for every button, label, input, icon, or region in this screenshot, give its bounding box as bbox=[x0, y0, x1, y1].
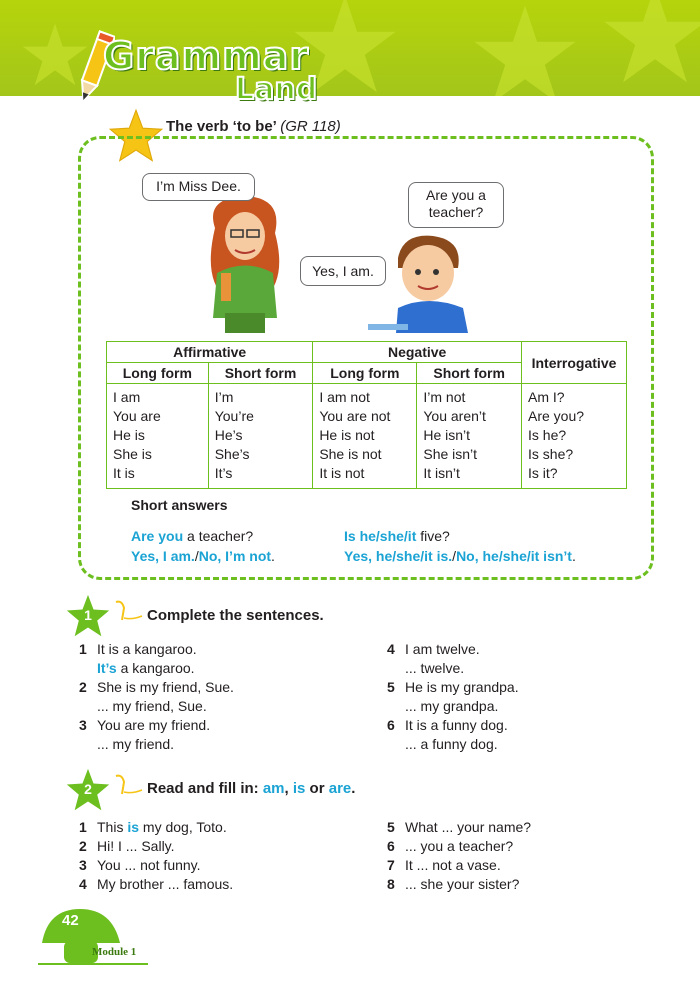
cell-negative-long bbox=[313, 384, 417, 489]
item-number: 7 bbox=[387, 857, 395, 873]
section-title bbox=[166, 118, 341, 135]
plain-text: five? bbox=[416, 528, 450, 544]
writing-hand-icon bbox=[112, 598, 146, 624]
table-text: Are you? bbox=[528, 408, 585, 424]
item-text: ... she your sister? bbox=[405, 876, 520, 892]
table-text: She is bbox=[113, 446, 152, 462]
cell-negative-short bbox=[417, 384, 522, 489]
plain-text: / bbox=[194, 548, 199, 564]
exercise-item bbox=[387, 875, 519, 894]
section-title-text: The verb ‘to be’ bbox=[166, 118, 277, 135]
short-answers-title: Short answers bbox=[131, 497, 228, 513]
exercise-number: 1 bbox=[84, 607, 92, 623]
exercise-item bbox=[79, 818, 227, 837]
exercise-heading: Complete the sentences. bbox=[147, 607, 324, 624]
table-text: She’s bbox=[214, 446, 250, 462]
header-interrogative: Interrogative bbox=[522, 342, 627, 384]
table-text: It is bbox=[113, 465, 135, 481]
option-are: are bbox=[328, 780, 352, 797]
item-number: 4 bbox=[387, 641, 395, 657]
item-text: It ... not a vase. bbox=[405, 857, 501, 873]
exercise-item bbox=[79, 875, 233, 894]
table-text: I am bbox=[113, 389, 141, 405]
bubble-line: teacher? bbox=[428, 204, 484, 220]
highlight-text: Are you bbox=[131, 528, 184, 544]
exercise-item bbox=[387, 856, 501, 875]
item-number: 5 bbox=[387, 679, 395, 695]
table-text: It isn’t bbox=[423, 465, 460, 481]
item-number: 8 bbox=[387, 876, 395, 892]
item-text: What ... your name? bbox=[405, 819, 532, 835]
table-text: He is bbox=[113, 427, 145, 443]
item-text: a kangaroo. bbox=[116, 660, 195, 676]
table-text: I am not bbox=[319, 389, 370, 405]
speech-bubble-boy-question bbox=[408, 182, 504, 228]
item-blank: ... my grandpa. bbox=[405, 698, 499, 714]
table-text: Am I? bbox=[528, 389, 565, 405]
heading-text: Read and fill in: bbox=[147, 780, 263, 797]
verb-to-be-table bbox=[106, 341, 627, 489]
background-star-icon bbox=[470, 0, 580, 96]
table-text: It is not bbox=[319, 465, 365, 481]
short-answer-question-1 bbox=[131, 528, 253, 544]
item-blank: ... my friend, Sue. bbox=[97, 698, 207, 714]
plain-text: . bbox=[571, 548, 576, 564]
table-text: He is not bbox=[319, 427, 375, 443]
item-text: This bbox=[97, 819, 128, 835]
item-number: 3 bbox=[79, 717, 87, 733]
header-long-form: Long form bbox=[313, 363, 417, 384]
table-text: It’s bbox=[214, 465, 233, 481]
exercise-item bbox=[387, 837, 513, 856]
item-text: It is a kangaroo. bbox=[97, 641, 197, 657]
table-text: You aren’t bbox=[423, 408, 486, 424]
exercise-item bbox=[79, 640, 197, 678]
item-text: It is a funny dog. bbox=[405, 717, 508, 733]
header-short-form: Short form bbox=[417, 363, 522, 384]
table-text: I’m bbox=[214, 389, 234, 405]
header-short-form: Short form bbox=[208, 363, 313, 384]
module-label: Module 1 bbox=[92, 946, 137, 958]
short-answer-reply-2 bbox=[344, 548, 576, 564]
item-number: 6 bbox=[387, 717, 395, 733]
cell-affirmative-short bbox=[208, 384, 313, 489]
table-text: He’s bbox=[214, 427, 243, 443]
exercise-item bbox=[387, 640, 480, 678]
item-number: 4 bbox=[79, 876, 87, 892]
table-text: Is she? bbox=[528, 446, 574, 462]
highlight-text: Yes, he/she/it is. bbox=[344, 548, 453, 564]
background-star-icon bbox=[600, 0, 700, 90]
exercise-number: 2 bbox=[84, 781, 92, 797]
table-text: I’m not bbox=[423, 389, 466, 405]
highlight-text: No, he/she/it isn’t bbox=[456, 548, 572, 564]
table-text: You are bbox=[113, 408, 161, 424]
cell-affirmative-long bbox=[107, 384, 209, 489]
page-number: 42 bbox=[62, 912, 79, 929]
short-answer-question-2 bbox=[344, 528, 450, 544]
exercise-item bbox=[387, 818, 531, 837]
item-number: 6 bbox=[387, 838, 395, 854]
grammar-reference: (GR 118) bbox=[280, 118, 341, 135]
heading-text: . bbox=[351, 780, 356, 797]
table-text: She is not bbox=[319, 446, 382, 462]
option-am: am bbox=[262, 780, 285, 797]
exercise-heading bbox=[147, 780, 355, 797]
item-text: You are my friend. bbox=[97, 717, 211, 733]
header-negative: Negative bbox=[313, 342, 522, 363]
exercise-item bbox=[79, 837, 175, 856]
table-text: He isn’t bbox=[423, 427, 471, 443]
item-number: 5 bbox=[387, 819, 395, 835]
answer-text: is bbox=[127, 819, 140, 835]
exercise-item bbox=[387, 716, 508, 754]
heading-text: , bbox=[284, 780, 293, 797]
short-answer-reply-1 bbox=[131, 548, 275, 564]
cell-interrogative bbox=[522, 384, 627, 489]
header-long-form: Long form bbox=[107, 363, 209, 384]
item-number: 1 bbox=[79, 819, 87, 835]
logo-text-grammar: Grammar bbox=[103, 34, 310, 78]
item-blank: ... my friend. bbox=[97, 736, 175, 752]
item-blank: ... a funny dog. bbox=[405, 736, 498, 752]
item-number: 1 bbox=[79, 641, 87, 657]
exercise-item bbox=[387, 678, 519, 716]
table-text: You’re bbox=[214, 408, 254, 424]
table-text: You are not bbox=[319, 408, 391, 424]
speech-bubble-miss-dee-answer: Yes, I am. bbox=[300, 256, 386, 286]
highlight-text: Yes, I am. bbox=[131, 548, 195, 564]
bubble-line: Are you a bbox=[426, 187, 486, 203]
writing-hand-icon bbox=[112, 772, 146, 798]
item-text: my dog, Toto. bbox=[139, 819, 227, 835]
exercise-item bbox=[79, 678, 234, 716]
item-number: 3 bbox=[79, 857, 87, 873]
heading-text: or bbox=[305, 780, 329, 797]
logo-text-land: Land bbox=[235, 72, 318, 107]
exercise-item bbox=[79, 856, 201, 875]
exercise-item bbox=[79, 716, 210, 754]
teacher-illustration bbox=[195, 188, 295, 333]
item-text: Hi! I ... Sally. bbox=[97, 838, 175, 854]
highlight-text: No, I’m not bbox=[198, 548, 272, 564]
item-text: You ... not funny. bbox=[97, 857, 201, 873]
option-is: is bbox=[292, 780, 306, 797]
table-text: Is he? bbox=[528, 427, 567, 443]
header-affirmative: Affirmative bbox=[107, 342, 313, 363]
item-text: He is my grandpa. bbox=[405, 679, 519, 695]
highlight-text: Is he/she/it bbox=[344, 528, 417, 544]
plain-text: . bbox=[271, 548, 275, 564]
item-text: She is my friend, Sue. bbox=[97, 679, 234, 695]
table-text: Is it? bbox=[528, 465, 558, 481]
item-text: I am twelve. bbox=[405, 641, 480, 657]
answer-text: It’s bbox=[97, 660, 117, 676]
grammar-land-logo bbox=[75, 28, 335, 108]
item-text: ... you a teacher? bbox=[405, 838, 514, 854]
table-text: She isn’t bbox=[423, 446, 478, 462]
item-number: 2 bbox=[79, 838, 87, 854]
plain-text: / bbox=[452, 548, 457, 564]
item-number: 2 bbox=[79, 679, 87, 695]
item-text: My brother ... famous. bbox=[97, 876, 234, 892]
item-blank: ... twelve. bbox=[405, 660, 465, 676]
plain-text: a teacher? bbox=[183, 528, 254, 544]
speech-bubble-miss-dee: I’m Miss Dee. bbox=[142, 173, 255, 201]
